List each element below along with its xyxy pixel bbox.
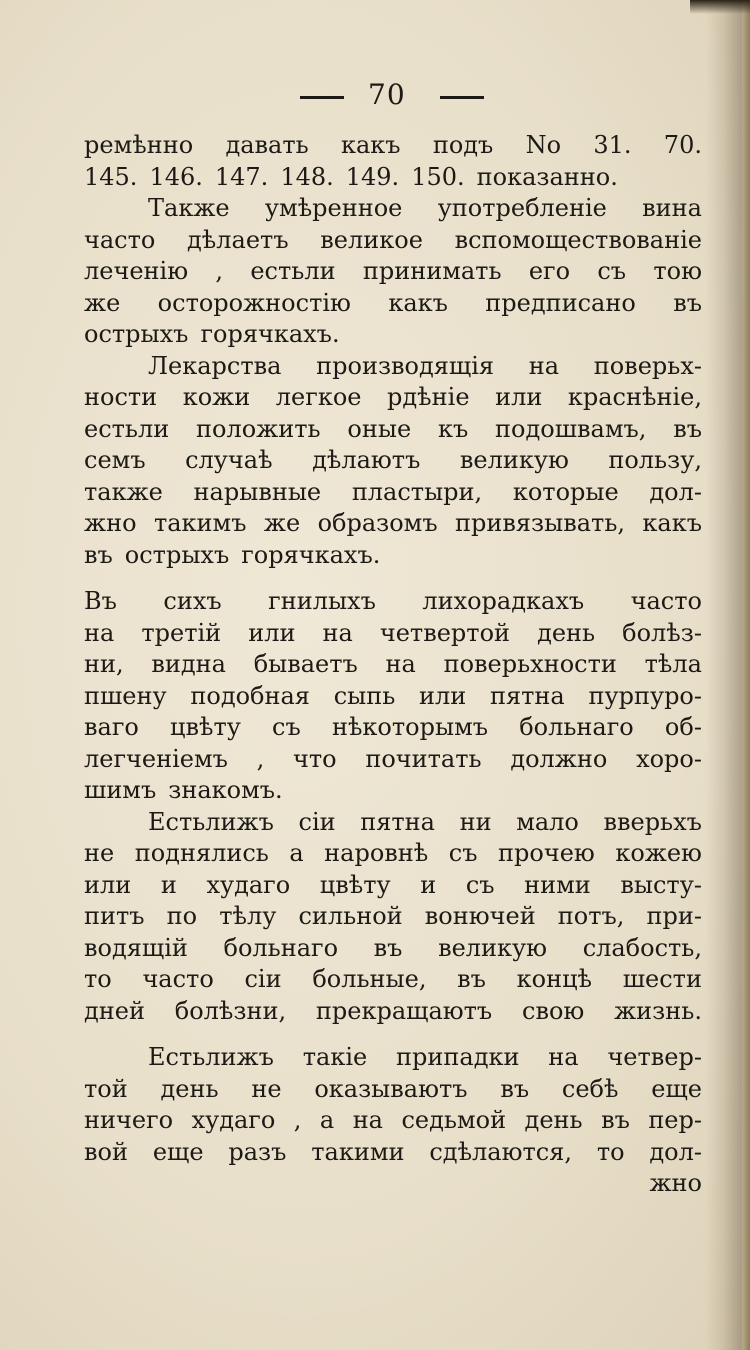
word: об- bbox=[664, 713, 702, 741]
word: такимъ bbox=[153, 509, 247, 537]
word: цвѣту bbox=[170, 713, 241, 741]
text-line bbox=[84, 288, 702, 320]
page-number: 70 bbox=[368, 78, 406, 111]
word: прекращаютъ bbox=[315, 996, 493, 1025]
word: той bbox=[84, 1074, 128, 1103]
word: его bbox=[528, 257, 571, 285]
word: почитать bbox=[365, 744, 482, 773]
word: больнаго bbox=[519, 713, 634, 741]
word: оказываютъ bbox=[314, 1074, 468, 1103]
paragraph-gap bbox=[84, 1027, 702, 1042]
word: No bbox=[525, 131, 562, 159]
word: съ bbox=[597, 257, 627, 285]
word: какъ bbox=[388, 288, 448, 317]
word: сіи bbox=[298, 807, 336, 836]
word: съ bbox=[448, 839, 478, 867]
text-line bbox=[84, 996, 702, 1028]
word: 146. bbox=[149, 162, 203, 191]
word: Естьлижъ bbox=[148, 807, 274, 836]
word: такіе bbox=[302, 1043, 368, 1071]
word: Также bbox=[148, 194, 230, 222]
word: въ bbox=[673, 288, 702, 317]
word: 150. bbox=[411, 162, 465, 191]
word: при- bbox=[646, 902, 702, 930]
word: концѣ bbox=[516, 965, 592, 993]
word: водящій bbox=[84, 933, 188, 962]
word: или bbox=[495, 383, 543, 411]
word: легченіемъ bbox=[84, 744, 228, 773]
word: на bbox=[84, 618, 115, 647]
text-line bbox=[84, 351, 702, 383]
word: знакомъ. bbox=[168, 776, 283, 804]
text-line bbox=[84, 225, 702, 257]
word: больнаго bbox=[223, 933, 339, 962]
word: 148. bbox=[280, 162, 334, 191]
text-line bbox=[84, 901, 702, 933]
text-line bbox=[84, 681, 702, 713]
word: на bbox=[352, 1106, 383, 1134]
word: Лекарства bbox=[148, 351, 282, 380]
word: также bbox=[84, 477, 163, 506]
word: кожею bbox=[615, 839, 702, 867]
word: поднялись bbox=[134, 839, 269, 867]
word: припадки bbox=[396, 1043, 520, 1071]
word: дѣлаютъ bbox=[312, 446, 421, 474]
word: день bbox=[524, 1106, 583, 1134]
word: потъ, bbox=[557, 902, 625, 930]
word: пер- bbox=[648, 1106, 702, 1134]
word: на bbox=[528, 351, 560, 380]
word: съ bbox=[272, 713, 301, 741]
word: сыпь bbox=[333, 681, 396, 710]
word: , bbox=[293, 1106, 302, 1134]
word: прочею bbox=[498, 839, 595, 867]
word: на bbox=[322, 618, 353, 647]
word: же bbox=[84, 288, 121, 317]
word: умѣренное bbox=[264, 194, 403, 222]
word: пластыри, bbox=[351, 477, 483, 506]
text-line bbox=[84, 445, 702, 477]
word: вспомоществованіе bbox=[454, 225, 702, 254]
word: сдѣлаются, bbox=[429, 1137, 572, 1166]
text-line bbox=[84, 130, 702, 162]
text-line bbox=[84, 712, 702, 744]
word: осторожностію bbox=[157, 288, 351, 317]
word: вверьхъ bbox=[603, 807, 702, 836]
word: великое bbox=[320, 225, 423, 254]
word: въ bbox=[500, 1074, 530, 1103]
word: дол- bbox=[649, 1137, 702, 1166]
word: часто bbox=[142, 965, 214, 993]
header-dash-right bbox=[440, 96, 484, 99]
word: наровнѣ bbox=[324, 839, 429, 867]
word: хоро- bbox=[636, 744, 702, 773]
word: тѣла bbox=[644, 650, 702, 678]
word: тѣлу bbox=[219, 902, 277, 930]
text-line bbox=[84, 1074, 702, 1106]
word: рдѣніе bbox=[387, 383, 470, 411]
text-line bbox=[84, 1137, 702, 1169]
word: или bbox=[84, 870, 132, 899]
word: вой bbox=[84, 1137, 128, 1166]
word: тою bbox=[653, 257, 702, 285]
word: пятна bbox=[360, 807, 435, 836]
word: а bbox=[289, 839, 304, 867]
word: то bbox=[84, 965, 112, 993]
word: оные bbox=[347, 414, 412, 443]
text-line bbox=[84, 477, 702, 509]
word: гнилыхъ bbox=[268, 587, 376, 615]
word: худаго bbox=[206, 870, 291, 899]
word: мало bbox=[516, 807, 579, 836]
word: нарывные bbox=[193, 477, 322, 506]
text-line bbox=[84, 775, 702, 807]
word: что bbox=[293, 744, 337, 773]
word: нѣкоторымъ bbox=[331, 713, 488, 741]
page-edge bbox=[742, 0, 750, 1350]
scan-corner bbox=[690, 0, 750, 14]
word: больные, bbox=[312, 965, 427, 993]
word: Въ bbox=[84, 587, 117, 615]
word: ваго bbox=[84, 713, 139, 741]
word: сильной bbox=[298, 902, 403, 930]
word: день bbox=[160, 1074, 219, 1103]
word: седьмой bbox=[401, 1106, 507, 1134]
word: легкое bbox=[275, 383, 362, 411]
header-dash-left bbox=[300, 96, 344, 99]
word: въ bbox=[84, 540, 113, 569]
word: цвѣту bbox=[319, 870, 391, 899]
word: не bbox=[84, 839, 115, 867]
text-line bbox=[84, 1105, 702, 1137]
word: лихорадкахъ bbox=[422, 587, 585, 615]
word: пользу, bbox=[608, 446, 702, 474]
word: разъ bbox=[228, 1137, 287, 1166]
text-line bbox=[84, 414, 702, 446]
word: съ bbox=[465, 870, 495, 899]
word: острыхъ bbox=[124, 540, 230, 569]
word: на bbox=[548, 1043, 579, 1071]
word: болѣзни, bbox=[174, 996, 287, 1025]
word: ни, bbox=[84, 650, 124, 678]
word: къ bbox=[437, 414, 469, 443]
word: такими bbox=[311, 1137, 405, 1166]
word: какъ bbox=[642, 509, 702, 537]
word: ничего bbox=[84, 1106, 174, 1134]
text-line bbox=[84, 649, 702, 681]
word: привязывать, bbox=[455, 509, 626, 537]
word: случаѣ bbox=[185, 446, 273, 474]
word: пшену bbox=[84, 681, 167, 710]
word: кожи bbox=[182, 383, 251, 411]
word: на bbox=[385, 650, 416, 678]
text-line bbox=[84, 744, 702, 776]
word: горячкахъ. bbox=[200, 320, 340, 348]
word: поверьхности bbox=[443, 650, 617, 678]
word: 149. bbox=[345, 162, 400, 191]
word: себѣ bbox=[561, 1074, 619, 1103]
word: производящія bbox=[316, 351, 495, 380]
text-line bbox=[84, 933, 702, 965]
text-line bbox=[84, 618, 702, 650]
word: употребленіе bbox=[437, 194, 607, 222]
word: или bbox=[248, 618, 296, 647]
text-line bbox=[84, 540, 702, 572]
word: третій bbox=[141, 618, 222, 647]
word: то bbox=[596, 1137, 625, 1166]
word: великую bbox=[459, 446, 569, 474]
word: показанно. bbox=[476, 162, 618, 191]
word: и bbox=[420, 870, 437, 899]
word: 145. bbox=[84, 162, 138, 191]
word: , bbox=[215, 257, 224, 285]
word: не bbox=[251, 1074, 282, 1103]
word: какъ bbox=[340, 131, 401, 159]
catchword: жно bbox=[649, 1169, 702, 1197]
word: еще bbox=[651, 1074, 702, 1103]
word: высту- bbox=[620, 870, 702, 899]
word: и bbox=[160, 870, 177, 899]
word: великую bbox=[438, 933, 548, 962]
page-header bbox=[0, 74, 750, 114]
word: краснѣніе, bbox=[567, 383, 702, 411]
word: принимать bbox=[362, 257, 502, 285]
word: , bbox=[256, 744, 265, 773]
word: въ bbox=[457, 965, 486, 993]
word: дѣлаетъ bbox=[187, 225, 289, 254]
word: вонючей bbox=[424, 902, 536, 930]
word: подъ bbox=[432, 131, 494, 159]
text-line bbox=[84, 256, 702, 288]
word: горячкахъ. bbox=[241, 540, 381, 569]
word: жно bbox=[84, 509, 137, 537]
word: же bbox=[263, 509, 301, 537]
word: которые bbox=[512, 477, 619, 506]
word: 147. bbox=[214, 162, 269, 191]
word: должно bbox=[510, 744, 608, 773]
word: бываетъ bbox=[253, 650, 358, 678]
word: шимъ bbox=[84, 776, 157, 804]
word: часто bbox=[630, 587, 702, 615]
word: острыхъ bbox=[84, 320, 189, 348]
word: ности bbox=[84, 383, 158, 411]
word: сихъ bbox=[163, 587, 222, 615]
text-line bbox=[84, 807, 702, 839]
word: пурпуро- bbox=[588, 681, 702, 710]
word: часто bbox=[84, 225, 156, 254]
word: вина bbox=[642, 194, 702, 222]
text-line bbox=[84, 838, 702, 870]
word: пятна bbox=[490, 681, 565, 710]
text-line bbox=[84, 382, 702, 414]
word: дней bbox=[84, 996, 145, 1025]
word: подошвамъ, bbox=[495, 414, 647, 443]
word: въ bbox=[373, 933, 403, 962]
word: поверьх- bbox=[593, 351, 702, 380]
text-line bbox=[84, 870, 702, 902]
text-line bbox=[84, 319, 702, 351]
word: семъ bbox=[84, 446, 146, 474]
word: видна bbox=[151, 650, 226, 678]
word: по bbox=[166, 902, 198, 930]
word: худаго bbox=[191, 1106, 276, 1134]
word: 70. bbox=[663, 131, 702, 159]
word: или bbox=[419, 681, 467, 710]
word: леченію bbox=[84, 257, 189, 285]
word: слабость, bbox=[582, 933, 702, 962]
word: Естьлижъ bbox=[148, 1043, 274, 1071]
word: еще bbox=[152, 1137, 204, 1166]
word: а bbox=[319, 1106, 335, 1134]
word: день bbox=[537, 618, 596, 647]
word: дол- bbox=[649, 477, 702, 506]
text-line bbox=[84, 508, 702, 540]
body-text bbox=[84, 130, 702, 1200]
word: въ bbox=[673, 414, 702, 443]
word: четвертой bbox=[379, 618, 511, 647]
word: жизнь. bbox=[614, 996, 702, 1025]
word: болѣз- bbox=[622, 618, 702, 647]
word: свою bbox=[522, 996, 585, 1025]
text-line bbox=[84, 586, 702, 618]
word: питъ bbox=[84, 902, 145, 930]
text-line bbox=[84, 193, 702, 225]
paragraph-gap bbox=[84, 571, 702, 586]
word: подобная bbox=[190, 681, 310, 710]
word: давать bbox=[225, 131, 309, 159]
word: естьли bbox=[250, 257, 336, 285]
word: ни bbox=[459, 807, 492, 836]
text-line bbox=[84, 162, 702, 194]
word: положить bbox=[196, 414, 321, 443]
word: ними bbox=[524, 870, 591, 899]
word: четвер- bbox=[607, 1043, 702, 1071]
word: сіи bbox=[244, 965, 282, 993]
word: въ bbox=[601, 1106, 630, 1134]
word: предписано bbox=[485, 288, 636, 317]
word: ремѣнно bbox=[84, 131, 194, 159]
word: 31. bbox=[593, 131, 632, 159]
word: естьли bbox=[84, 414, 170, 443]
word: образомъ bbox=[317, 509, 438, 537]
text-line bbox=[84, 1042, 702, 1074]
text-line bbox=[84, 964, 702, 996]
word: шести bbox=[622, 965, 702, 993]
